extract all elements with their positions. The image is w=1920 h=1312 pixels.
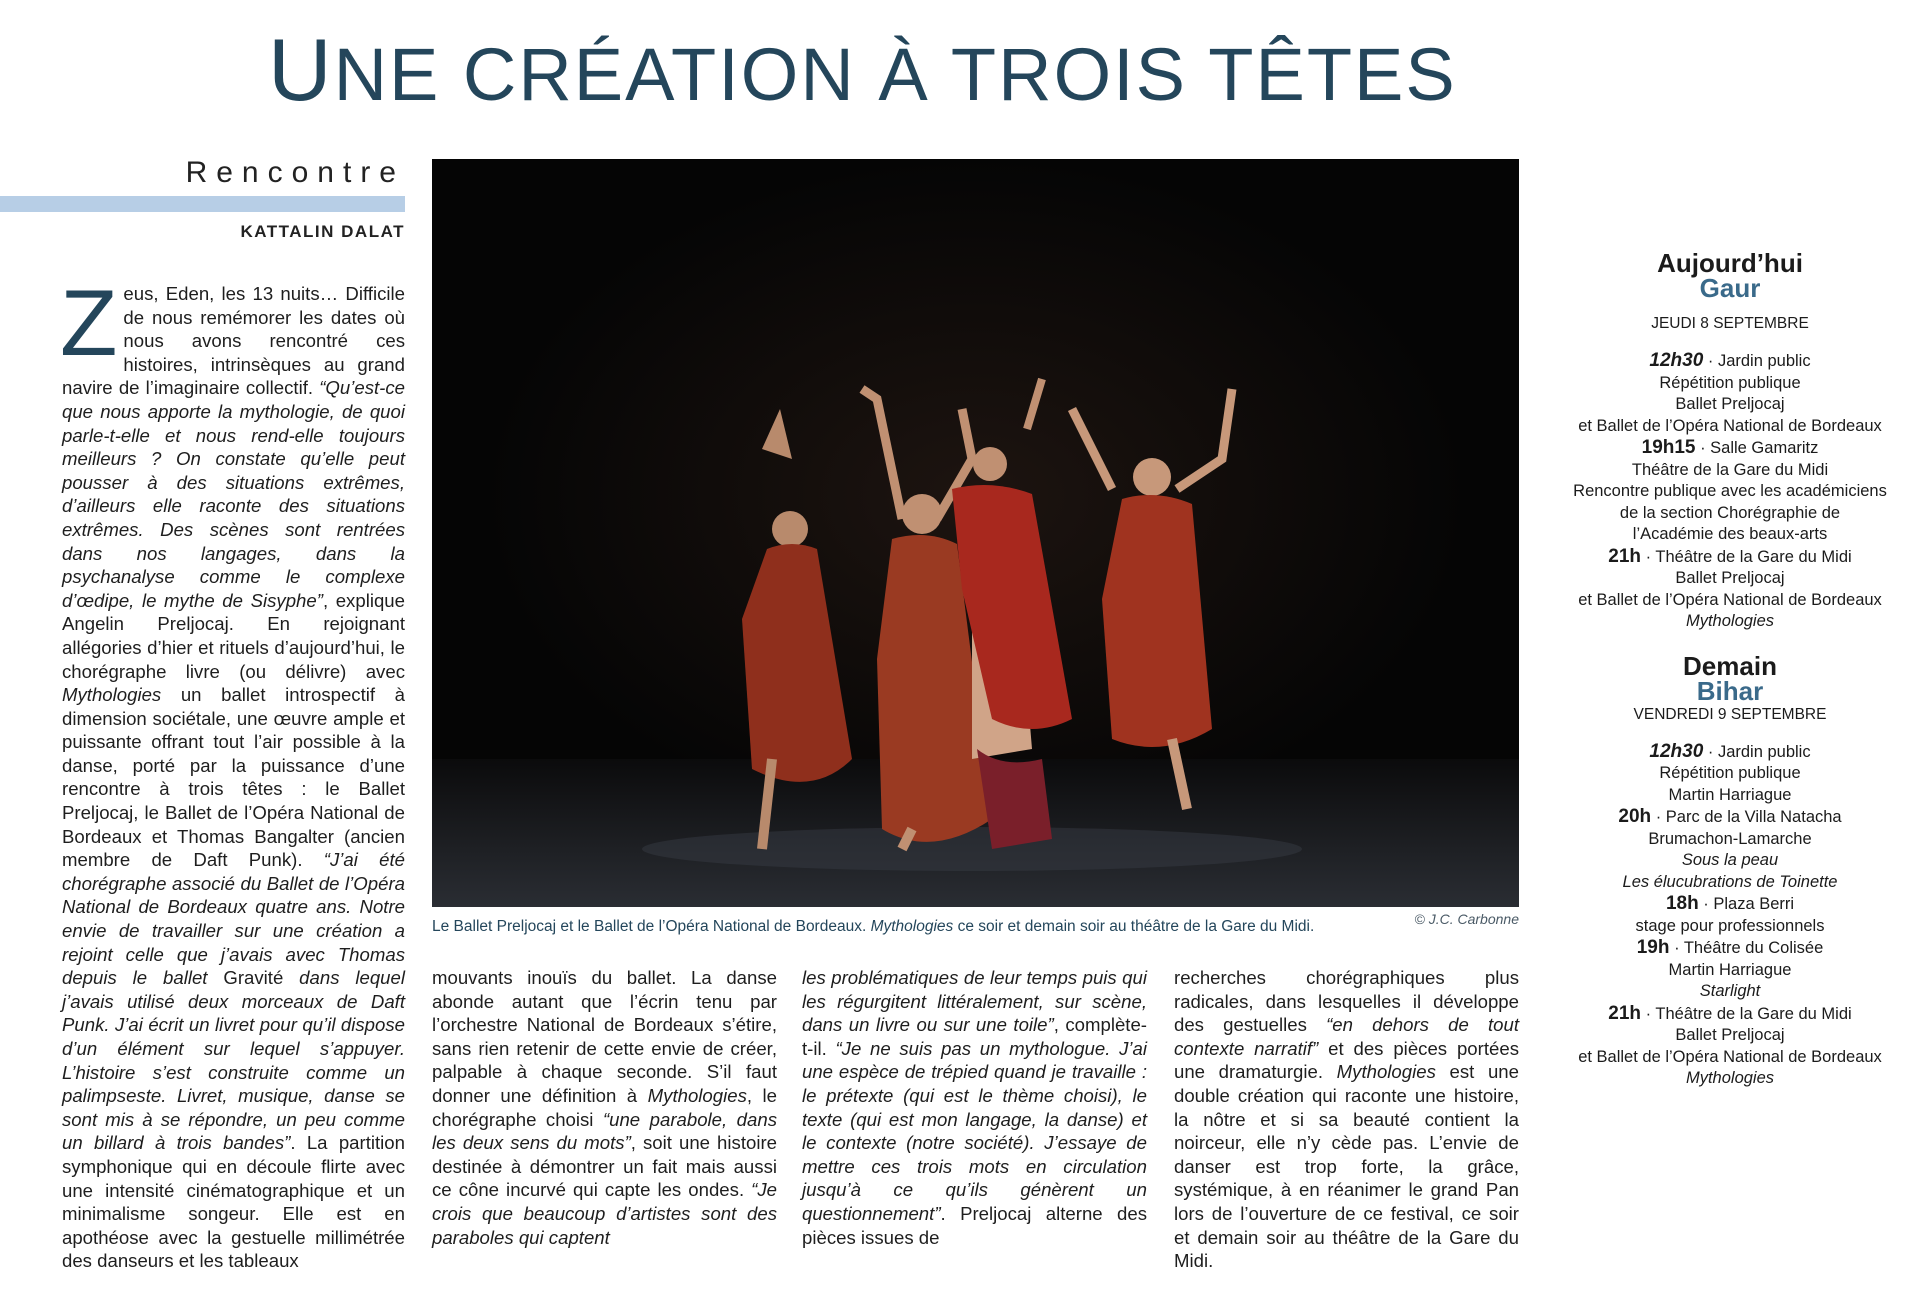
event-title: Mythologies bbox=[1685, 1069, 1775, 1087]
day-date: VENDREDI 9 SEPTEMBRE bbox=[1633, 705, 1827, 723]
event bbox=[1560, 437, 1900, 460]
quote: les problématiques de leur temps puis qui les régurgitent littéralement, sur scène, dans un livre ou sur une toile” bbox=[802, 967, 1147, 1036]
photo-credit: © J.C. Carbonne bbox=[1414, 911, 1519, 927]
event-line: Martin Harriague bbox=[1668, 960, 1792, 979]
event-location: · Jardin public bbox=[1703, 742, 1811, 761]
event-location: · Théâtre de la Gare du Midi bbox=[1641, 1004, 1852, 1023]
text: et des pièces portées une dramaturgie. bbox=[1174, 1037, 1519, 1083]
title-ref: Gravité bbox=[223, 967, 284, 989]
event-location: · Salle Gamaritz bbox=[1695, 439, 1819, 457]
quote: “J’ai été chorégraphe associé du Ballet de l’Opéra National de Bordeaux quatre ans. Notre envie de travailler sur une création a rejoint celle que j’avais avec Thomas depuis le ballet bbox=[62, 849, 405, 989]
event-time: 12h30 bbox=[1649, 350, 1704, 371]
title-ref: Mythologies bbox=[62, 684, 162, 706]
event bbox=[1560, 893, 1900, 916]
author-byline: KATTALIN DALAT bbox=[240, 222, 405, 241]
quote: dans lequel j’avais utilisé deux morceaux de Daft Punk. J’ai écrit un livret pour qu’il dispose d’un élément sur lequel s’appuyer. L’histoire s’est construite comme un palimpseste. Livret, musique, danse se sont mis à se répondre, un peu comme un billard à trois bandes” bbox=[62, 967, 405, 1154]
event-time: 19h bbox=[1636, 937, 1670, 958]
caption-text: Le Ballet Preljocaj et le Ballet de l’Opéra National de Bordeaux. bbox=[432, 918, 871, 935]
text: , complète-t-il. bbox=[802, 1014, 1147, 1059]
event-time: 21h bbox=[1608, 545, 1642, 567]
dancers-illustration bbox=[432, 159, 1519, 907]
event-location: · Plaza Berri bbox=[1698, 895, 1795, 913]
event-line: Brumachon-Lamarche bbox=[1648, 829, 1812, 848]
event-line: stage pour professionnels bbox=[1635, 916, 1825, 935]
text: , le chorégraphe choisi bbox=[432, 1084, 778, 1130]
text: . Preljocaj alterne des pièces issues de bbox=[802, 1202, 1147, 1248]
agenda-sidebar bbox=[1560, 250, 1900, 1090]
text: eus, Eden, les 13 nuits… Difficile de nous remémorer les dates où nous avons rencontré ces histoires, intrinsèques au grand navire de l’imaginaire collectif. bbox=[62, 283, 405, 399]
day-date: JEUDI 8 SEPTEMBRE bbox=[1651, 315, 1809, 332]
event-location: · Théâtre de la Gare du Midi bbox=[1641, 547, 1852, 566]
event-time: 21h bbox=[1608, 1002, 1642, 1024]
photo-caption bbox=[432, 918, 1352, 936]
page-title bbox=[268, 20, 1457, 125]
event-line: et Ballet de l’Opéra National de Bordeaux bbox=[1578, 1047, 1882, 1066]
event-time: 18h bbox=[1665, 893, 1699, 914]
text: , soit une histoire destinée à démontrer un fait mais aussi ce cône incurvé qui capte les ondes. bbox=[432, 1132, 777, 1201]
event-list bbox=[1560, 741, 1900, 1090]
event-line: de la section Chorégraphie de bbox=[1619, 503, 1841, 522]
event bbox=[1560, 806, 1900, 829]
event-title: Les élucubrations de Toinette bbox=[1622, 872, 1838, 891]
event-line: Rencontre publique avec les académiciens bbox=[1573, 482, 1887, 500]
quote: “Qu’est-ce que nous apporte la mythologie, de quoi parle-t-elle et nous rend-elle toujours meilleurs ? On constate qu’elle peut pousser à des situations extrêmes, d’ailleurs elle raconte des situations extrêmes. Des scènes sont rentrées dans nos langages, dans la psychanalyse comme le complexe d’œdipe, le mythe de Sisyphe” bbox=[62, 377, 405, 611]
event-line: Ballet Preljocaj bbox=[1675, 569, 1785, 587]
event-title: Mythologies bbox=[1685, 612, 1775, 630]
quote: “Je crois que beaucoup d’artistes sont des paraboles qui captent bbox=[432, 1179, 777, 1248]
event-line: Répétition publique bbox=[1659, 764, 1801, 782]
text: mouvants inouïs du ballet. La danse abonde autant que l’écrin tenu par l’orchestre National de Bordeaux s’étire, sans rien retenir de cette envie de créer, palpable à chaque seconde. bbox=[432, 967, 777, 1083]
text: est une double création qui raconte une histoire, la nôtre et si sa beauté contient la noirceur, elle n’y cède pas. L’envie de danser est trop forte, la grâce, systémique, à en réanimer le grand Pan lors de l’ouverture de ce festival, ce soir et demain soir au théâtre de la Gare du Midi. bbox=[1174, 1061, 1519, 1272]
quote: “Je ne suis pas un mythologue. J’ai une espèce de trépied quand je travaille : le prétexte (qui est le thème choisi), le texte (qui est mon langage, la danse) et le contexte (notre société). J’essaye de mettre ces trois mots en circulation jusqu’à ce qu’ils génèrent un questionnement” bbox=[802, 1037, 1147, 1224]
text: , explique Angelin Preljocaj. En rejoignant allégories d’hier et rituels d’aujourd’hui, le chorégraphe livre (ou délivre) avec bbox=[62, 589, 405, 682]
article-column-1 bbox=[60, 270, 405, 1273]
title-ref: Mythologies bbox=[1336, 1061, 1436, 1083]
event bbox=[1560, 350, 1900, 373]
event bbox=[1560, 937, 1900, 960]
event-time: 19h15 bbox=[1641, 437, 1696, 458]
day-place: Gaur bbox=[1699, 273, 1761, 303]
text: un ballet introspectif à dimension sociétale, une œuvre ample et puissante offrant tout l’air possible à la danse, porté par la puissance d’une rencontre à trois têtes : le Ballet Preljocaj, le Ballet de l’Opéra National de Bordeaux et Thomas Bangalter (ancien membre de Daft Punk). bbox=[62, 684, 405, 871]
event-line: l’Académie des beaux-arts bbox=[1632, 525, 1828, 543]
title-initial: U bbox=[268, 20, 334, 119]
event bbox=[1560, 1003, 1900, 1026]
event-title: Sous la peau bbox=[1681, 851, 1779, 869]
event-list bbox=[1560, 350, 1900, 633]
caption-text: ce soir et demain soir au théâtre de la Gare du Midi. bbox=[953, 918, 1315, 935]
text: S’il faut donner une définition à bbox=[432, 1061, 777, 1106]
agenda-tomorrow bbox=[1560, 650, 1900, 1090]
day-title: Aujourd’hui bbox=[1657, 248, 1803, 278]
day-title: Demain bbox=[1683, 650, 1777, 681]
text: . La partition symphonique qui en découle flirte avec une intensité cinématographique et un minimalisme songeur. Elle est en apothéose avec la gestuelle millimétrée des danseurs et les tableaux bbox=[62, 1132, 405, 1272]
title-rest: NE CRÉATION À TROIS TÊTES bbox=[333, 33, 1457, 116]
article-column-2 bbox=[432, 966, 777, 1249]
event bbox=[1560, 741, 1900, 764]
quote: “une parabole, dans les deux sens du mots” bbox=[432, 1108, 777, 1154]
event-location: · Théâtre du Colisée bbox=[1669, 939, 1824, 957]
section-label: Rencontre bbox=[185, 156, 405, 189]
event-line: Ballet Preljocaj bbox=[1675, 395, 1785, 413]
agenda-today bbox=[1560, 250, 1900, 633]
event-line: Répétition publique bbox=[1659, 373, 1801, 392]
section-bar bbox=[0, 196, 405, 212]
drop-cap: Z bbox=[60, 270, 118, 375]
day-place: Bihar bbox=[1696, 675, 1764, 706]
event bbox=[1560, 546, 1900, 569]
text: recherches chorégraphiques plus radicales, dans lesquelles il développe des gestuelles bbox=[1174, 967, 1519, 1036]
quote: “en dehors de tout contexte narratif” bbox=[1174, 1014, 1520, 1059]
event-line: Ballet Preljocaj bbox=[1675, 1026, 1785, 1044]
event-location: · Jardin public bbox=[1703, 352, 1811, 370]
event-line: Théâtre de la Gare du Midi bbox=[1631, 460, 1829, 479]
title-ref: Mythologies bbox=[647, 1084, 747, 1106]
dance-photo bbox=[432, 159, 1519, 907]
event-line: et Ballet de l’Opéra National de Bordeaux bbox=[1578, 590, 1882, 609]
event-line: et Ballet de l’Opéra National de Bordeaux bbox=[1578, 416, 1882, 435]
article-column-3 bbox=[802, 966, 1147, 1249]
article-column-4 bbox=[1174, 966, 1519, 1273]
event-location: · Parc de la Villa Natacha bbox=[1651, 808, 1842, 826]
event-title: Starlight bbox=[1699, 982, 1761, 1000]
event-line: Martin Harriague bbox=[1668, 785, 1792, 804]
caption-title: Mythologies bbox=[870, 918, 954, 935]
event-time: 20h bbox=[1618, 806, 1652, 827]
event-time: 12h30 bbox=[1649, 740, 1704, 762]
